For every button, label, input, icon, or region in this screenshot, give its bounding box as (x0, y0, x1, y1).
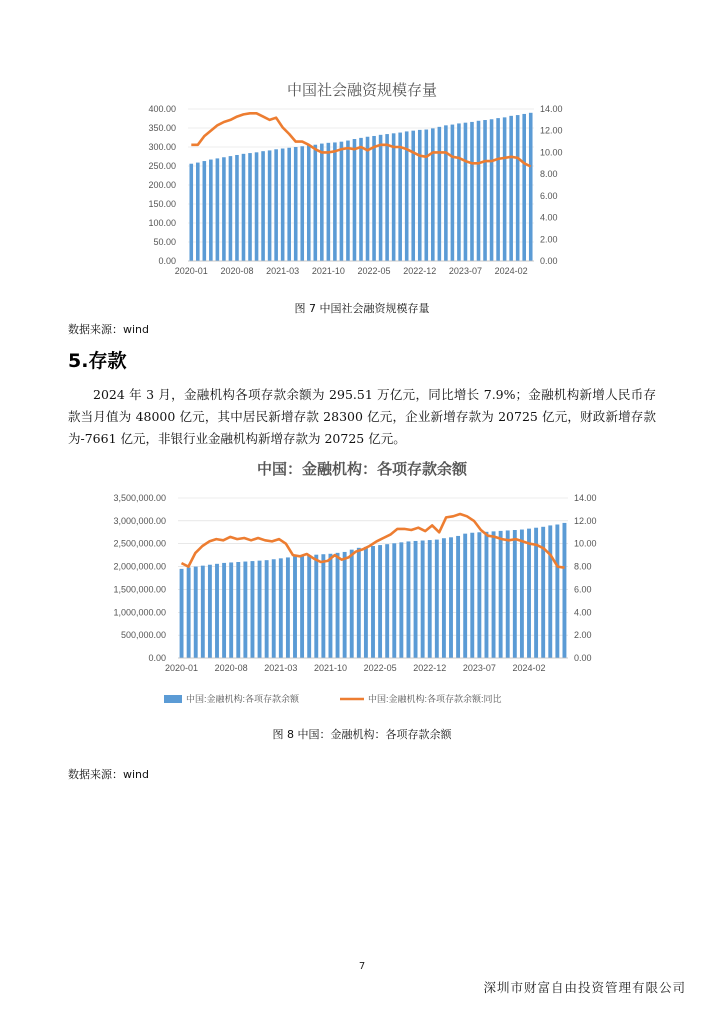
bar (379, 135, 383, 261)
chart-title: 中国社会融资规模存量 (286, 81, 438, 99)
x-tick-label: 2021-10 (313, 663, 347, 673)
y-tick-label: 1,500,000.00 (113, 584, 166, 595)
bar (255, 152, 259, 261)
bar (314, 145, 318, 261)
bar (499, 531, 503, 658)
x-tick-label: 2022-05 (363, 663, 397, 673)
bar (201, 566, 205, 658)
bar (548, 525, 552, 658)
bar (236, 562, 240, 658)
bar (281, 149, 285, 261)
y-tick-label: 0.00 (148, 653, 166, 663)
data-source: 数据来源：wind (68, 323, 150, 336)
chart-deposits (0, 452, 724, 712)
y2-tick-label: 2.00 (540, 234, 558, 245)
y2-tick-label: 14.00 (540, 104, 563, 114)
y-axis-right (540, 104, 563, 266)
bar (222, 157, 226, 261)
chart-social-financing (0, 72, 724, 287)
y2-tick-label: 10.00 (540, 147, 563, 158)
bar (464, 123, 468, 261)
bar (457, 123, 461, 261)
y2-tick-label: 12.00 (574, 515, 597, 526)
bar (378, 545, 382, 658)
bar (189, 164, 193, 261)
company-name: 深圳市财富自由投资管理有限公司 (483, 980, 686, 995)
x-tick-label: 2020-01 (174, 266, 208, 276)
x-tick-label: 2020-01 (165, 663, 199, 673)
bar (414, 541, 418, 658)
bar (243, 562, 247, 658)
y2-tick-label: 0.00 (574, 653, 592, 663)
x-tick-label: 2022-12 (403, 266, 437, 276)
y2-tick-label: 4.00 (574, 607, 592, 618)
legend-bar-swatch (164, 695, 182, 703)
bar (343, 552, 347, 658)
x-tick-label: 2023-07 (462, 663, 496, 673)
bar (392, 543, 396, 658)
chart-title: 中国：金融机构：各项存款余额 (256, 460, 468, 478)
bar (320, 144, 324, 261)
x-tick-label: 2022-05 (357, 266, 391, 276)
bar (444, 125, 448, 261)
bar (392, 133, 396, 261)
bar (353, 139, 357, 261)
bar (300, 146, 304, 261)
bar (359, 138, 363, 261)
bar (527, 529, 531, 658)
bar (372, 136, 376, 261)
bar (229, 156, 233, 261)
legend-bar-label: 中国:金融机构:各项存款余额 (186, 694, 300, 704)
bar (364, 547, 368, 658)
bar (529, 113, 533, 261)
x-tick-label: 2021-03 (264, 663, 298, 673)
x-axis (175, 261, 534, 276)
y-axis-left (148, 104, 176, 266)
bar (534, 528, 538, 658)
bar (279, 558, 283, 658)
bar (506, 530, 510, 658)
bar (329, 554, 333, 658)
bar (492, 531, 496, 658)
bar (407, 541, 411, 658)
bar (333, 142, 337, 261)
bar (307, 555, 311, 658)
legend-line-label: 中国:金融机构:各项存款余额:同比 (368, 694, 502, 704)
bar (194, 567, 198, 658)
bar (314, 555, 318, 658)
bar (287, 148, 291, 261)
bar (522, 114, 526, 261)
bar (371, 546, 375, 658)
y-axis-right (574, 493, 597, 663)
bar (435, 540, 439, 658)
section-heading: 5.存款 (68, 350, 127, 372)
bar (300, 556, 304, 658)
y2-tick-label: 12.00 (540, 125, 563, 136)
bar (293, 557, 297, 658)
bar (286, 557, 290, 658)
bar (428, 540, 432, 658)
bar (477, 532, 481, 658)
bar (385, 134, 389, 261)
bar (513, 530, 517, 658)
bar (261, 151, 265, 261)
bar (456, 536, 460, 658)
y-tick-label: 200.00 (148, 180, 176, 190)
y2-tick-label: 2.00 (574, 630, 592, 641)
bar (449, 537, 453, 658)
y-tick-label: 2,000,000.00 (113, 561, 166, 572)
bar (483, 120, 487, 261)
bar (399, 542, 403, 658)
bar (555, 525, 559, 658)
bar (272, 559, 276, 658)
bar (470, 533, 474, 658)
x-tick-label: 2021-10 (311, 266, 345, 276)
bar (265, 560, 269, 658)
bar (216, 158, 220, 261)
y2-tick-label: 10.00 (574, 538, 597, 549)
bar (421, 541, 425, 658)
bar (509, 116, 513, 261)
y-tick-label: 250.00 (148, 161, 176, 171)
bar (398, 133, 402, 261)
bar (321, 554, 325, 658)
bar (180, 569, 184, 658)
x-tick-label: 2022-12 (413, 663, 447, 673)
y-tick-label: 2,500,000.00 (113, 538, 166, 549)
bar (496, 118, 500, 261)
bar (366, 137, 370, 261)
bar (248, 153, 252, 261)
bar (215, 564, 219, 658)
x-tick-label: 2024-02 (512, 663, 546, 673)
bar (346, 141, 350, 261)
y-tick-label: 300.00 (148, 142, 176, 152)
x-tick-label: 2020-08 (220, 266, 254, 276)
bar (340, 142, 344, 261)
y-tick-label: 100.00 (148, 218, 176, 228)
x-tick-label: 2021-03 (266, 266, 300, 276)
figure-caption: 图 8 中国：金融机构：各项存款余额 (272, 728, 452, 741)
bar (431, 128, 435, 261)
bar (451, 125, 455, 261)
bar (242, 154, 246, 261)
y2-tick-label: 0.00 (540, 256, 558, 266)
bar (520, 530, 524, 658)
bar (418, 130, 422, 261)
y2-tick-label: 4.00 (540, 212, 558, 223)
bar (336, 553, 340, 658)
chart-legend (164, 693, 502, 704)
bar (251, 561, 255, 658)
y-tick-label: 3,000,000.00 (113, 515, 166, 526)
x-tick-label: 2024-02 (494, 266, 528, 276)
bar (235, 155, 239, 261)
y2-tick-label: 8.00 (540, 169, 558, 180)
data-source: 数据来源：wind (68, 768, 150, 781)
y-tick-label: 0.00 (158, 256, 176, 266)
bar (307, 145, 311, 261)
y2-tick-label: 8.00 (574, 561, 592, 572)
section-paragraph: 2024 年 3 月，金融机构各项存款余额为 295.51 万亿元，同比增长 7.9%；金融机构新增人民币存款当月值为 48000 亿元，其中居民新增存款 28300 亿元，企业新增存款为 20725 亿元，财政新增存款为-7661 亿元，非银行业金融机构新增存款为 20725 亿元。 (68, 387, 656, 446)
y-tick-label: 350.00 (148, 123, 176, 133)
bar (294, 147, 298, 261)
bar (258, 561, 262, 658)
bar (268, 150, 272, 261)
bar (187, 567, 191, 658)
y-tick-label: 3,500,000.00 (113, 493, 166, 503)
bar (350, 550, 354, 658)
x-tick-label: 2020-08 (214, 663, 248, 673)
bar (563, 523, 567, 658)
bar (357, 548, 361, 658)
chart-bars (189, 113, 532, 261)
y-tick-label: 400.00 (148, 104, 176, 114)
bar (470, 122, 474, 261)
y-axis-left (113, 493, 166, 663)
bar (327, 143, 331, 261)
page-number: 7 (358, 961, 366, 972)
bar (222, 563, 226, 658)
bar (490, 119, 494, 261)
bar (424, 130, 428, 261)
bar (208, 565, 212, 658)
x-axis (165, 658, 568, 673)
bar (209, 160, 213, 261)
y2-tick-label: 6.00 (540, 190, 558, 201)
bar (516, 115, 520, 261)
bar (411, 131, 415, 261)
bar (485, 532, 489, 658)
y-tick-label: 500,000.00 (120, 630, 166, 641)
figure-caption: 图 7 中国社会融资规模存量 (294, 302, 430, 315)
y-tick-label: 1,000,000.00 (113, 607, 166, 618)
bar (477, 121, 481, 261)
bar (463, 534, 467, 658)
bar (438, 127, 442, 261)
y-tick-label: 150.00 (148, 199, 176, 209)
bar (203, 161, 207, 261)
x-tick-label: 2023-07 (448, 266, 482, 276)
y2-tick-label: 6.00 (574, 584, 592, 595)
bar (503, 117, 507, 261)
bar (442, 538, 446, 658)
y-tick-label: 50.00 (153, 237, 176, 247)
bar (196, 163, 200, 261)
bar (229, 562, 233, 658)
bar (274, 149, 278, 261)
bar (385, 544, 389, 658)
y2-tick-label: 14.00 (574, 493, 597, 503)
